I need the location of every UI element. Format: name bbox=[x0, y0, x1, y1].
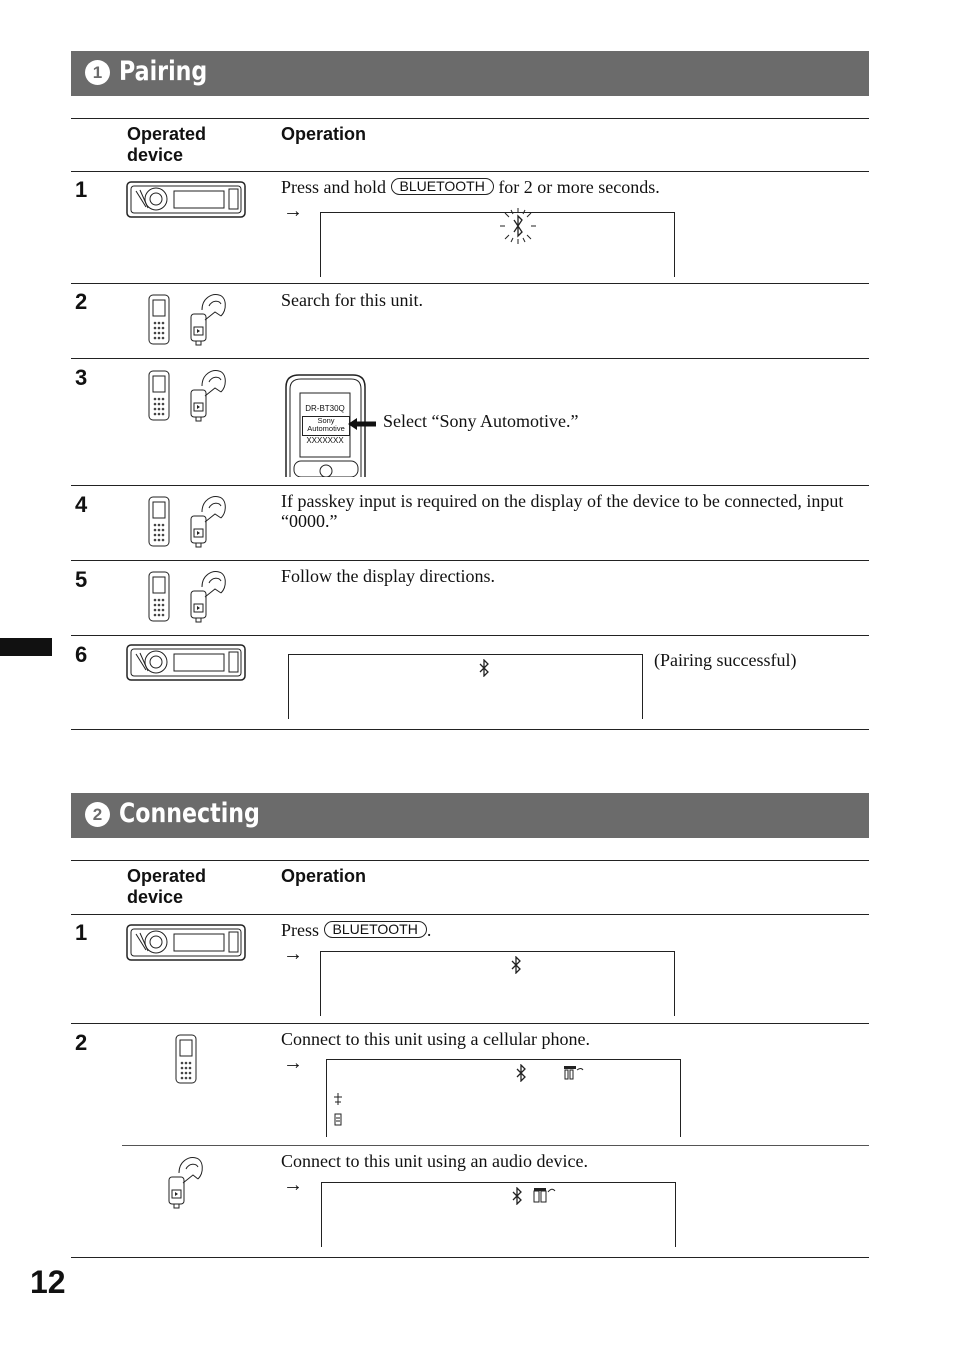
row-rule bbox=[71, 1023, 869, 1024]
instruction-text: Press and hold bbox=[281, 177, 386, 197]
bluetooth-icon bbox=[477, 659, 491, 677]
row-rule bbox=[71, 283, 869, 284]
bluetooth-blinking-icon bbox=[499, 207, 537, 245]
column-header-operation: Operation bbox=[281, 124, 367, 144]
step-number: 1 bbox=[75, 177, 88, 202]
column-header-operation: Operation bbox=[281, 866, 367, 886]
car-unit-icon bbox=[126, 644, 246, 681]
step-number: 6 bbox=[75, 642, 88, 667]
row-rule bbox=[122, 1145, 869, 1146]
unit-display-illustration bbox=[288, 654, 643, 719]
step-instruction: Follow the display directions. bbox=[281, 566, 495, 586]
battery-level-icon bbox=[333, 1112, 343, 1126]
device-name-line: Sony bbox=[317, 416, 335, 425]
car-unit-icon bbox=[126, 924, 246, 961]
audio-device-icon bbox=[166, 1155, 206, 1210]
car-unit-icon bbox=[126, 181, 246, 218]
section-number-badge: 2 bbox=[85, 802, 110, 827]
unit-display-illustration bbox=[326, 1059, 681, 1137]
step-number: 4 bbox=[75, 492, 88, 517]
pairing-status-note: (Pairing successful) bbox=[654, 650, 797, 670]
phone-and-audio-device-icon bbox=[147, 292, 229, 346]
side-index-tab bbox=[0, 638, 52, 656]
bluetooth-icon bbox=[510, 1187, 524, 1205]
row-rule bbox=[71, 560, 869, 561]
column-header-device: Operated device bbox=[127, 866, 207, 907]
table-bottom-rule bbox=[71, 1257, 869, 1258]
phone-and-audio-device-icon bbox=[147, 494, 229, 548]
row-rule bbox=[71, 485, 869, 486]
step-instruction bbox=[281, 177, 660, 197]
step-instruction bbox=[281, 920, 431, 940]
phone-connected-icon bbox=[563, 1064, 585, 1080]
phone-and-audio-device-icon bbox=[147, 569, 229, 623]
section-number-badge: 1 bbox=[85, 60, 110, 85]
step-instruction: Connect to this unit using an audio device. bbox=[281, 1151, 588, 1171]
audio-connected-icon bbox=[533, 1186, 557, 1204]
row-rule bbox=[71, 358, 869, 359]
signal-strength-icon bbox=[333, 1092, 343, 1106]
step-instruction: If passkey input is required on the display of the device to be connected, input “0000.” bbox=[281, 491, 844, 531]
section-title: Pairing bbox=[119, 56, 208, 87]
column-header-device: Operated device bbox=[127, 124, 207, 165]
unit-display-illustration bbox=[320, 951, 675, 1016]
bluetooth-icon bbox=[509, 956, 523, 974]
section-title: Connecting bbox=[119, 798, 260, 829]
result-arrow: → bbox=[283, 1174, 303, 1196]
connecting-section-banner bbox=[71, 793, 869, 838]
step-number: 2 bbox=[75, 1030, 88, 1055]
device-name-line: Automotive bbox=[307, 424, 345, 433]
bluetooth-key: BLUETOOTH bbox=[324, 921, 427, 938]
header-rule bbox=[71, 171, 869, 172]
unit-display-illustration bbox=[320, 212, 675, 277]
table-bottom-rule bbox=[71, 729, 869, 730]
instruction-text: . bbox=[426, 920, 432, 940]
device-list-item: XXXXXXX bbox=[306, 436, 344, 445]
result-arrow: → bbox=[283, 1052, 303, 1074]
bluetooth-icon bbox=[514, 1064, 528, 1082]
step-number: 1 bbox=[75, 920, 88, 945]
pointer-arrow-icon bbox=[347, 417, 377, 431]
cellular-phone-icon bbox=[174, 1033, 198, 1085]
header-rule bbox=[71, 914, 869, 915]
bluetooth-key: BLUETOOTH bbox=[391, 178, 494, 195]
table-top-rule bbox=[71, 118, 869, 119]
result-arrow: → bbox=[283, 943, 303, 965]
step-number: 2 bbox=[75, 289, 88, 314]
device-list-item-selected bbox=[302, 416, 350, 436]
instruction-text: for 2 or more seconds. bbox=[498, 177, 660, 197]
step-instruction: Select “Sony Automotive.” bbox=[383, 411, 579, 431]
step-number: 5 bbox=[75, 567, 88, 592]
phone-and-audio-device-icon bbox=[147, 368, 229, 422]
row-rule bbox=[71, 635, 869, 636]
pairing-section-banner bbox=[71, 51, 869, 96]
step-instruction: Search for this unit. bbox=[281, 290, 423, 310]
page-number: 12 bbox=[30, 1264, 66, 1300]
unit-display-illustration bbox=[321, 1182, 676, 1247]
step-number: 3 bbox=[75, 365, 88, 390]
device-list-item: DR-BT30Q bbox=[305, 404, 345, 413]
instruction-text: Press bbox=[281, 920, 320, 940]
step-instruction: Connect to this unit using a cellular phone. bbox=[281, 1029, 590, 1049]
result-arrow: → bbox=[283, 200, 303, 222]
table-top-rule bbox=[71, 860, 869, 861]
